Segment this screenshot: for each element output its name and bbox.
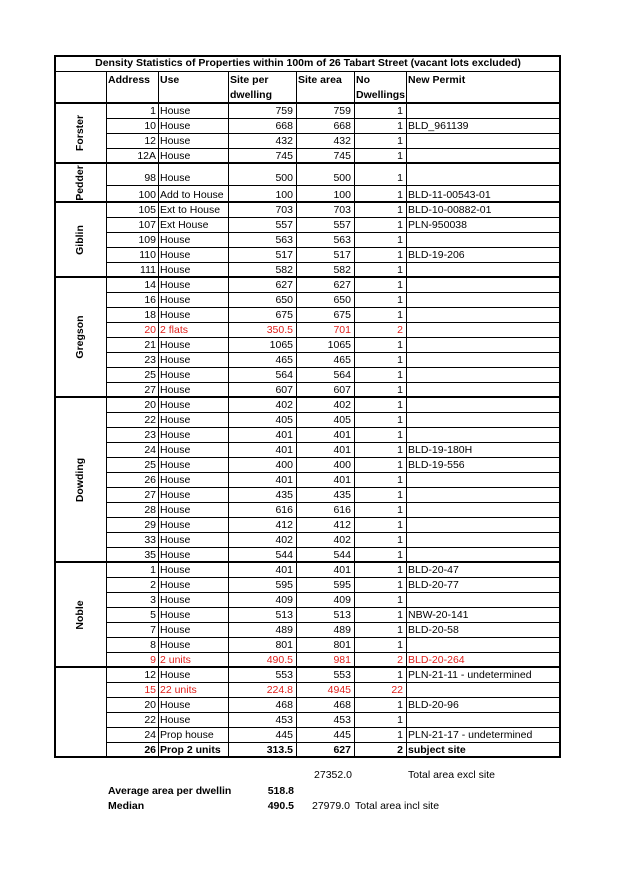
site-per-dwelling-cell: 435 — [275, 489, 293, 501]
address-cell: 16 — [144, 294, 156, 306]
site-per-dwelling-cell: 544 — [275, 549, 293, 561]
address-cell: 20 — [144, 399, 156, 411]
address-cell: 24 — [144, 444, 156, 456]
column-divider — [158, 71, 159, 757]
site-area-cell: 445 — [333, 729, 351, 741]
new-permit-cell — [408, 353, 558, 367]
dwellings-cell: 1 — [397, 264, 403, 276]
new-permit-cell — [408, 278, 558, 292]
dwellings-cell: 1 — [397, 594, 403, 606]
address-cell: 35 — [144, 549, 156, 561]
address-cell: 98 — [144, 172, 156, 184]
site-per-dwelling-cell: 553 — [275, 669, 293, 681]
new-permit-cell: BLD-20-58 — [408, 624, 459, 636]
new-permit-cell — [408, 518, 558, 532]
new-permit-cell: PLN-950038 — [408, 219, 467, 231]
use-cell: House — [160, 474, 191, 486]
site-per-dwelling-cell: 409 — [275, 594, 293, 606]
dwellings-cell: 1 — [397, 150, 403, 162]
total-area-incl-label: Total area incl site — [355, 800, 440, 812]
dwellings-cell: 1 — [397, 414, 403, 426]
site-per-dwelling-cell: 1065 — [269, 339, 293, 351]
site-per-dwelling-cell: 401 — [275, 429, 293, 441]
site-per-dwelling-cell: 402 — [275, 399, 293, 411]
dwellings-cell: 1 — [397, 564, 403, 576]
site-per-dwelling-cell: 432 — [275, 135, 293, 147]
use-cell: Ext House — [160, 219, 209, 231]
use-cell: Prop 2 units — [160, 744, 221, 756]
dwellings-cell: 1 — [397, 459, 403, 471]
site-area-cell: 650 — [333, 294, 351, 306]
dwellings-cell: 1 — [397, 579, 403, 591]
site-per-dwelling-cell: 668 — [275, 120, 293, 132]
use-cell: House — [160, 519, 191, 531]
site-area-cell: 544 — [333, 549, 351, 561]
site-area-cell: 4945 — [327, 684, 351, 696]
use-cell: House — [160, 249, 191, 261]
site-per-dwelling-cell: 412 — [275, 519, 293, 531]
new-permit-cell — [408, 338, 558, 352]
use-cell: House — [160, 105, 191, 117]
site-per-dwelling-cell: 350.5 — [266, 324, 293, 336]
new-permit-cell — [408, 368, 558, 382]
use-cell: House — [160, 564, 191, 576]
address-cell: 33 — [144, 534, 156, 546]
header-no-dwellings-line2: Dwellings — [356, 89, 406, 101]
site-area-cell: 981 — [333, 654, 351, 666]
table-title: Density Statistics of Properties within 100m of 26 Tabart Street (vacant lots excluded) — [95, 57, 521, 69]
new-permit-cell — [408, 308, 558, 322]
new-permit-cell — [408, 398, 558, 412]
site-area-cell: 435 — [333, 489, 351, 501]
site-per-dwelling-cell: 400 — [275, 459, 293, 471]
use-cell: House — [160, 609, 191, 621]
average-label: Average area per dwellin — [108, 785, 232, 797]
address-cell: 1 — [150, 105, 156, 117]
use-cell: Add to House — [160, 189, 224, 201]
header-use: Use — [160, 74, 180, 86]
dwellings-cell: 1 — [397, 204, 403, 216]
average-value: 518.8 — [267, 785, 294, 797]
dwellings-cell: 1 — [397, 135, 403, 147]
dwellings-cell: 1 — [397, 534, 403, 546]
dwellings-cell: 1 — [397, 399, 403, 411]
new-permit-cell — [408, 638, 558, 652]
street-label-cell — [54, 202, 106, 277]
site-area-cell: 627 — [333, 744, 351, 756]
site-area-cell: 513 — [333, 609, 351, 621]
use-cell: Ext to House — [160, 204, 221, 216]
address-cell: 22 — [144, 714, 156, 726]
address-cell: 7 — [150, 624, 156, 636]
site-per-dwelling-cell: 490.5 — [266, 654, 293, 666]
address-cell: 24 — [144, 729, 156, 741]
address-cell: 12 — [144, 135, 156, 147]
use-cell: House — [160, 714, 191, 726]
use-cell: House — [160, 549, 191, 561]
street-label-cell — [54, 562, 106, 667]
address-cell: 27 — [144, 384, 156, 396]
dwellings-cell: 1 — [397, 489, 403, 501]
new-permit-cell: BLD_961139 — [408, 120, 469, 132]
new-permit-cell — [408, 533, 558, 547]
use-cell: House — [160, 172, 191, 184]
total-area-incl-value: 27979.0 — [312, 800, 350, 812]
new-permit-cell: BLD-20-47 — [408, 564, 459, 576]
site-per-dwelling-cell: 607 — [275, 384, 293, 396]
address-cell: 1 — [150, 564, 156, 576]
use-cell: House — [160, 489, 191, 501]
new-permit-cell: BLD-19-206 — [408, 249, 465, 261]
address-cell: 109 — [138, 234, 156, 246]
dwellings-cell: 1 — [397, 429, 403, 441]
use-cell: House — [160, 234, 191, 246]
dwellings-cell: 1 — [397, 279, 403, 291]
new-permit-cell — [408, 383, 558, 397]
use-cell: House — [160, 579, 191, 591]
site-area-cell: 405 — [333, 414, 351, 426]
site-per-dwelling-cell: 313.5 — [266, 744, 293, 756]
address-cell: 27 — [144, 489, 156, 501]
street-label-cell — [54, 277, 106, 397]
dwellings-cell: 1 — [397, 474, 403, 486]
new-permit-cell — [408, 593, 558, 607]
dwellings-cell: 1 — [397, 172, 403, 184]
dwellings-cell: 22 — [391, 684, 403, 696]
site-area-cell: 564 — [333, 369, 351, 381]
dwellings-cell: 2 — [397, 324, 403, 336]
address-cell: 22 — [144, 414, 156, 426]
site-per-dwelling-cell: 100 — [275, 189, 293, 201]
new-permit-cell — [408, 428, 558, 442]
column-divider — [228, 71, 229, 757]
table-top-border — [54, 55, 560, 57]
site-per-dwelling-cell: 675 — [275, 309, 293, 321]
new-permit-cell — [408, 149, 558, 163]
new-permit-cell — [408, 233, 558, 247]
site-area-cell: 701 — [333, 324, 351, 336]
header-new-permit: New Permit — [408, 74, 466, 86]
dwellings-cell: 1 — [397, 729, 403, 741]
header-no-dwellings-line1: No — [356, 74, 370, 86]
new-permit-cell — [408, 263, 558, 277]
new-permit-cell: PLN-21-17 - undetermined — [408, 729, 533, 741]
new-permit-cell: BLD-20-96 — [408, 699, 459, 711]
address-cell: 12 — [144, 669, 156, 681]
address-cell: 3 — [150, 594, 156, 606]
site-area-cell: 402 — [333, 399, 351, 411]
use-cell: House — [160, 309, 191, 321]
use-cell: House — [160, 264, 191, 276]
use-cell: House — [160, 459, 191, 471]
site-area-cell: 468 — [333, 699, 351, 711]
use-cell: House — [160, 444, 191, 456]
site-per-dwelling-cell: 582 — [275, 264, 293, 276]
new-permit-cell — [408, 683, 558, 697]
address-cell: 23 — [144, 354, 156, 366]
street-name: Pedder — [74, 164, 86, 201]
new-permit-cell: BLD-11-00543-01 — [408, 189, 491, 201]
new-permit-cell — [408, 503, 558, 517]
site-per-dwelling-cell: 453 — [275, 714, 293, 726]
address-cell: 29 — [144, 519, 156, 531]
use-cell: House — [160, 279, 191, 291]
site-per-dwelling-cell: 759 — [275, 105, 293, 117]
dwellings-cell: 1 — [397, 669, 403, 681]
site-area-cell: 1065 — [327, 339, 351, 351]
site-area-cell: 401 — [333, 429, 351, 441]
site-per-dwelling-cell: 517 — [275, 249, 293, 261]
address-cell: 21 — [144, 339, 156, 351]
site-area-cell: 801 — [333, 639, 351, 651]
site-area-cell: 627 — [333, 279, 351, 291]
address-cell: 20 — [144, 699, 156, 711]
dwellings-cell: 1 — [397, 519, 403, 531]
dwellings-cell: 1 — [397, 234, 403, 246]
dwellings-cell: 1 — [397, 309, 403, 321]
site-per-dwelling-cell: 650 — [275, 294, 293, 306]
use-cell: House — [160, 594, 191, 606]
row-divider — [106, 185, 560, 186]
site-area-cell: 500 — [333, 172, 351, 184]
site-per-dwelling-cell: 563 — [275, 234, 293, 246]
new-permit-cell: BLD-20-264 — [408, 654, 465, 666]
site-area-cell: 675 — [333, 309, 351, 321]
address-cell: 2 — [150, 579, 156, 591]
address-cell: 9 — [150, 654, 156, 666]
address-cell: 26 — [144, 744, 156, 756]
address-cell: 100 — [138, 189, 156, 201]
site-per-dwelling-cell: 595 — [275, 579, 293, 591]
new-permit-cell — [408, 473, 558, 487]
site-area-cell: 489 — [333, 624, 351, 636]
address-cell: 25 — [144, 369, 156, 381]
column-divider — [354, 71, 355, 757]
site-per-dwelling-cell: 401 — [275, 564, 293, 576]
new-permit-cell: BLD-10-00882-01 — [408, 204, 492, 216]
site-area-cell: 745 — [333, 150, 351, 162]
dwellings-cell: 1 — [397, 219, 403, 231]
new-permit-cell: BLD-19-556 — [408, 459, 465, 471]
site-per-dwelling-cell: 703 — [275, 204, 293, 216]
header-site-area: Site area — [298, 74, 342, 86]
new-permit-cell: NBW-20-141 — [408, 609, 469, 621]
address-cell: 111 — [140, 264, 156, 276]
use-cell: 2 units — [160, 654, 191, 666]
address-cell: 25 — [144, 459, 156, 471]
use-cell: 2 flats — [160, 324, 189, 336]
address-cell: 28 — [144, 504, 156, 516]
dwellings-cell: 1 — [397, 294, 403, 306]
address-cell: 107 — [138, 219, 156, 231]
new-permit-cell — [408, 413, 558, 427]
column-divider — [296, 71, 297, 757]
dwellings-cell: 1 — [397, 384, 403, 396]
address-cell: 5 — [150, 609, 156, 621]
dwellings-cell: 1 — [397, 444, 403, 456]
site-area-cell: 607 — [333, 384, 351, 396]
street-name: Gregson — [74, 315, 86, 359]
site-per-dwelling-cell: 557 — [275, 219, 293, 231]
use-cell: House — [160, 354, 191, 366]
use-cell: House — [160, 384, 191, 396]
dwellings-cell: 2 — [397, 654, 403, 666]
site-area-cell: 703 — [333, 204, 351, 216]
use-cell: House — [160, 294, 191, 306]
address-cell: 105 — [138, 204, 156, 216]
new-permit-cell: BLD-20-77 — [408, 579, 459, 591]
use-cell: House — [160, 120, 191, 132]
site-area-cell: 517 — [333, 249, 351, 261]
column-divider — [406, 71, 407, 757]
site-area-cell: 582 — [333, 264, 351, 276]
dwellings-cell: 1 — [397, 369, 403, 381]
median-label: Median — [108, 800, 145, 812]
site-area-cell: 616 — [333, 504, 351, 516]
site-per-dwelling-cell: 564 — [275, 369, 293, 381]
site-per-dwelling-cell: 616 — [275, 504, 293, 516]
street-label-cell — [54, 397, 106, 562]
site-area-cell: 409 — [333, 594, 351, 606]
site-per-dwelling-cell: 401 — [275, 444, 293, 456]
header-site-per-dwelling-line2: dwelling — [230, 89, 272, 101]
site-area-cell: 553 — [333, 669, 351, 681]
use-cell: House — [160, 135, 191, 147]
street-name: Forster — [74, 114, 86, 152]
use-cell: House — [160, 399, 191, 411]
site-area-cell: 100 — [333, 189, 351, 201]
use-cell: House — [160, 150, 191, 162]
new-permit-cell: subject site — [408, 744, 466, 756]
site-per-dwelling-cell: 513 — [275, 609, 293, 621]
site-area-cell: 412 — [333, 519, 351, 531]
street-label-cell — [54, 667, 106, 757]
site-per-dwelling-cell: 627 — [275, 279, 293, 291]
new-permit-cell — [408, 713, 558, 727]
new-permit-cell — [408, 488, 558, 502]
address-cell: 26 — [144, 474, 156, 486]
address-cell: 8 — [150, 639, 156, 651]
new-permit-cell: PLN-21-11 - undetermined — [408, 669, 532, 681]
header-address: Address — [108, 74, 151, 86]
site-area-cell: 759 — [333, 105, 351, 117]
address-cell: 20 — [144, 324, 156, 336]
site-per-dwelling-cell: 489 — [275, 624, 293, 636]
dwellings-cell: 1 — [397, 639, 403, 651]
street-name: Dowding — [74, 457, 86, 502]
dwellings-cell: 1 — [397, 189, 403, 201]
dwellings-cell: 1 — [397, 714, 403, 726]
total-area-excl-value: 27352.0 — [314, 769, 352, 781]
use-cell: House — [160, 669, 191, 681]
site-area-cell: 668 — [333, 120, 351, 132]
title-divider — [54, 71, 560, 72]
dwellings-cell: 1 — [397, 105, 403, 117]
site-area-cell: 557 — [333, 219, 351, 231]
address-cell: 10 — [144, 120, 156, 132]
new-permit-cell — [408, 323, 558, 337]
dwellings-cell: 1 — [397, 354, 403, 366]
new-permit-cell — [408, 134, 558, 148]
address-cell: 23 — [144, 429, 156, 441]
site-per-dwelling-cell: 801 — [275, 639, 293, 651]
street-name: Noble — [74, 599, 86, 630]
use-cell: House — [160, 639, 191, 651]
use-cell: House — [160, 414, 191, 426]
site-per-dwelling-cell: 401 — [275, 474, 293, 486]
use-cell: House — [160, 369, 191, 381]
dwellings-cell: 1 — [397, 699, 403, 711]
use-cell: Prop house — [160, 729, 214, 741]
site-area-cell: 400 — [333, 459, 351, 471]
new-permit-cell — [408, 171, 558, 185]
site-per-dwelling-cell: 405 — [275, 414, 293, 426]
address-cell: 12A — [137, 150, 156, 162]
use-cell: 22 units — [160, 684, 197, 696]
header-site-per-dwelling-line1: Site per — [230, 74, 269, 86]
use-cell: House — [160, 534, 191, 546]
site-per-dwelling-cell: 224.8 — [266, 684, 293, 696]
use-cell: House — [160, 429, 191, 441]
site-area-cell: 595 — [333, 579, 351, 591]
dwellings-cell: 1 — [397, 339, 403, 351]
dwellings-cell: 1 — [397, 549, 403, 561]
total-area-excl-label: Total area excl site — [408, 769, 495, 781]
new-permit-cell — [408, 104, 558, 118]
new-permit-cell — [408, 293, 558, 307]
use-cell: House — [160, 699, 191, 711]
address-cell: 15 — [144, 684, 156, 696]
dwellings-cell: 1 — [397, 249, 403, 261]
site-area-cell: 453 — [333, 714, 351, 726]
site-area-cell: 401 — [333, 564, 351, 576]
address-cell: 110 — [139, 249, 156, 261]
column-divider — [106, 71, 107, 757]
street-label-cell — [54, 163, 106, 202]
site-per-dwelling-cell: 445 — [275, 729, 293, 741]
address-cell: 14 — [144, 279, 156, 291]
site-per-dwelling-cell: 745 — [275, 150, 293, 162]
dwellings-cell: 2 — [397, 744, 403, 756]
site-per-dwelling-cell: 402 — [275, 534, 293, 546]
site-area-cell: 465 — [333, 354, 351, 366]
site-area-cell: 402 — [333, 534, 351, 546]
site-area-cell: 563 — [333, 234, 351, 246]
site-per-dwelling-cell: 468 — [275, 699, 293, 711]
site-per-dwelling-cell: 465 — [275, 354, 293, 366]
new-permit-cell: BLD-19-180H — [408, 444, 473, 456]
dwellings-cell: 1 — [397, 624, 403, 636]
site-area-cell: 401 — [333, 444, 351, 456]
site-area-cell: 432 — [333, 135, 351, 147]
site-area-cell: 401 — [333, 474, 351, 486]
use-cell: House — [160, 624, 191, 636]
table-right-border — [559, 55, 561, 758]
use-cell: House — [160, 504, 191, 516]
median-value: 490.5 — [267, 800, 294, 812]
street-label-cell — [54, 103, 106, 163]
address-cell: 18 — [144, 309, 156, 321]
dwellings-cell: 1 — [397, 609, 403, 621]
dwellings-cell: 1 — [397, 120, 403, 132]
site-per-dwelling-cell: 500 — [275, 172, 293, 184]
new-permit-cell — [408, 548, 558, 562]
street-name: Giblin — [74, 224, 86, 255]
use-cell: House — [160, 339, 191, 351]
dwellings-cell: 1 — [397, 504, 403, 516]
